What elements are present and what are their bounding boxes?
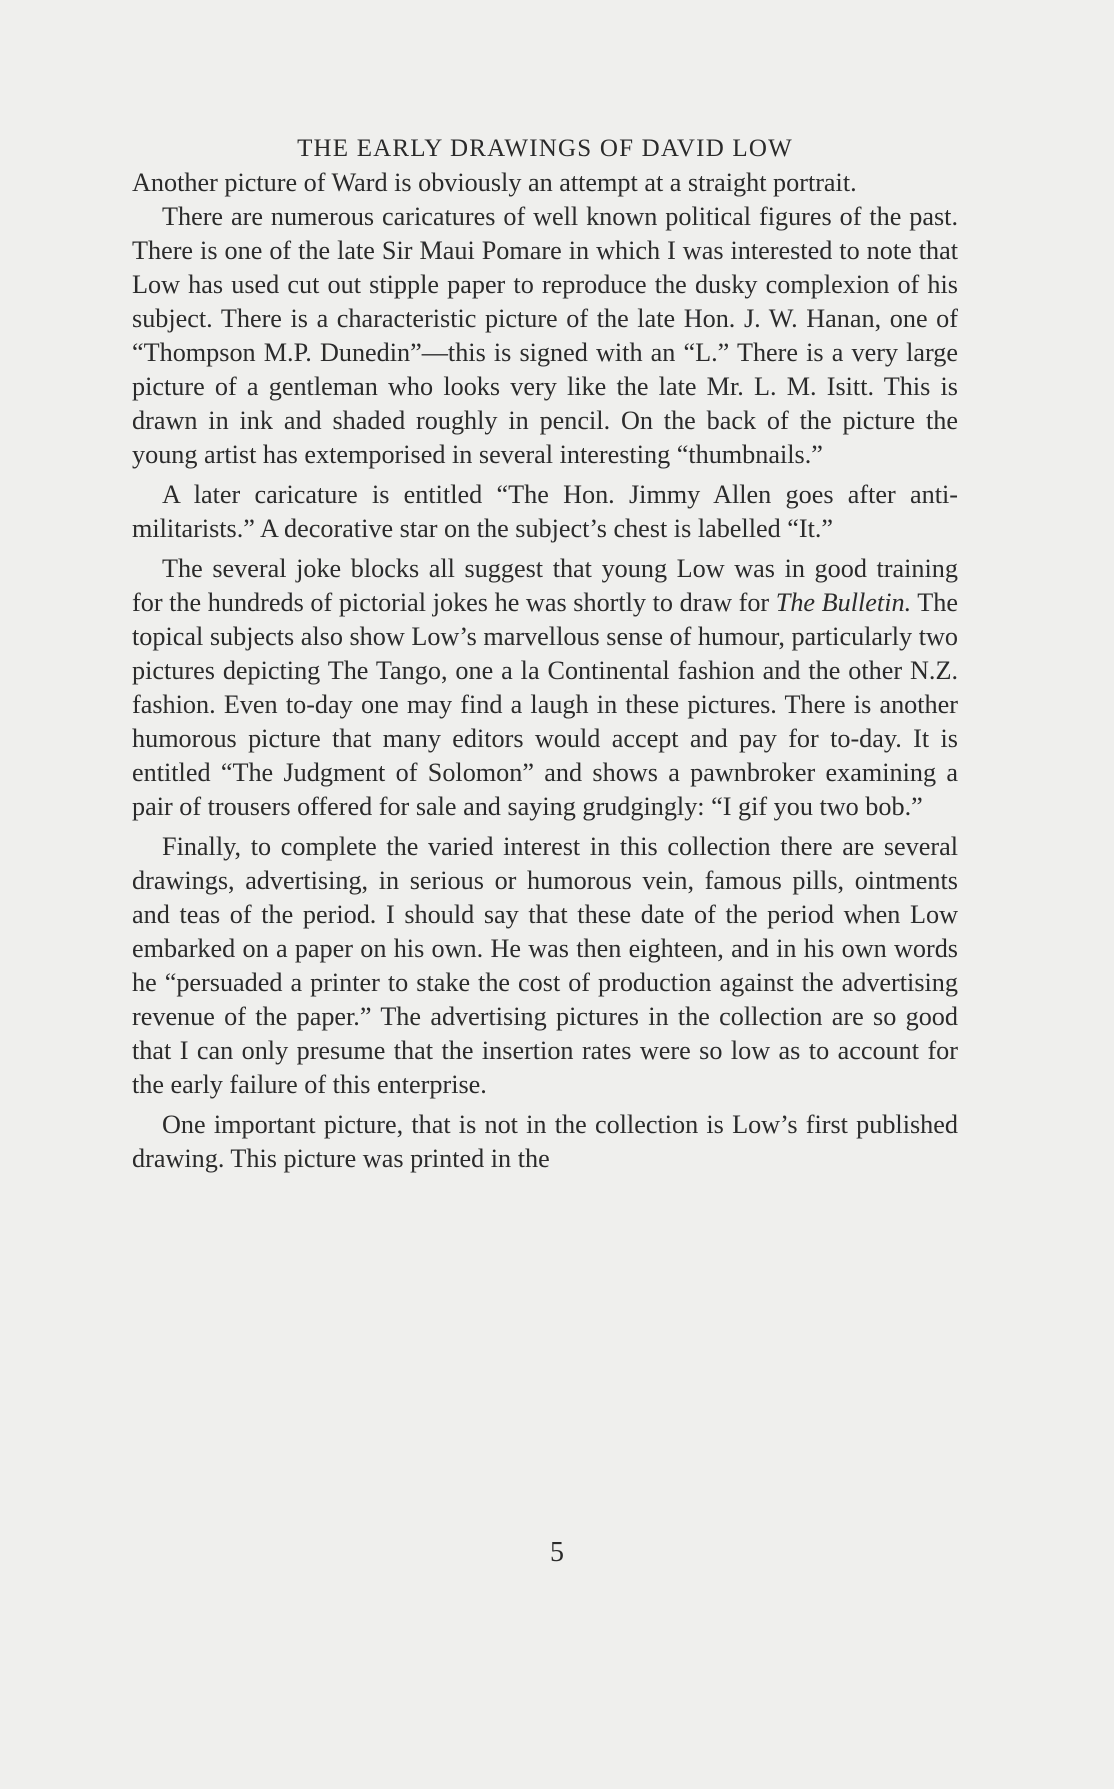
running-title: THE EARLY DRAWINGS OF DAVID LOW — [297, 135, 793, 162]
paragraph-4 — [132, 552, 958, 824]
page-number: 5 — [550, 1537, 564, 1568]
publication-title: The Bulletin. — [775, 588, 912, 617]
paragraph-1: Another picture of Ward is obviously an attempt at a straight portrait. — [132, 168, 857, 197]
paragraph-4-before: The several joke blocks all suggest that young Low was in good training for the hundreds of pictorial jokes he was shortly to draw for — [132, 554, 958, 617]
body-text — [132, 166, 958, 1176]
paragraph-4-after: The topical subjects also show Low’s marvellous sense of humour, particularly two pictures depicting The Tango, one a la Continental fashion and the other N.Z. fashion. Even to-day one may find a laugh in these pictures. There is another humorous picture that many editors would accept and pay for to-day. It is entitled “The Judgment of Solomon” and shows a pawnbroker examining a pair of trousers offered for sale and saying grudgingly: “I gif you two bob.” — [132, 588, 958, 821]
paragraph-6: One important picture, that is not in the collection is Low’s first published drawing. This picture was printed in the — [132, 1110, 958, 1173]
page-content — [132, 132, 958, 1176]
paragraph-2: There are numerous caricatures of well known political figures of the past. There is one of the late Sir Maui Pomare in which I was interested to note that Low has used cut out stipple paper to reproduce the dusky complexion of his subject. There is a characteristic picture of the late Hon. J. W. Hanan, one of “Thompson M.P. Dunedin”—this is signed with an “L.” There is a very large picture of a gentleman who looks very like the late Mr. L. M. Isitt. This is drawn in ink and shaded roughly in pencil. On the back of the picture the young artist has extemporised in several interesting “thumbnails.” — [132, 202, 958, 469]
paragraph-5: Finally, to complete the varied interest in this collection there are several drawings, advertising, in serious or humorous vein, famous pills, ointments and teas of the period. I should say that these date of the period when Low embarked on a paper on his own. He was then eighteen, and in his own words he “persuaded a printer to stake the cost of production against the advertising revenue of the paper.” The advertising pictures in the collection are so good that I can only presume that the insertion rates were so low as to account for the early failure of this enterprise. — [132, 832, 958, 1099]
paragraph-3: A later caricature is entitled “The Hon. Jimmy Allen goes after anti-militarists.” A decorative star on the subject’s chest is labelled “It.” — [132, 480, 958, 543]
